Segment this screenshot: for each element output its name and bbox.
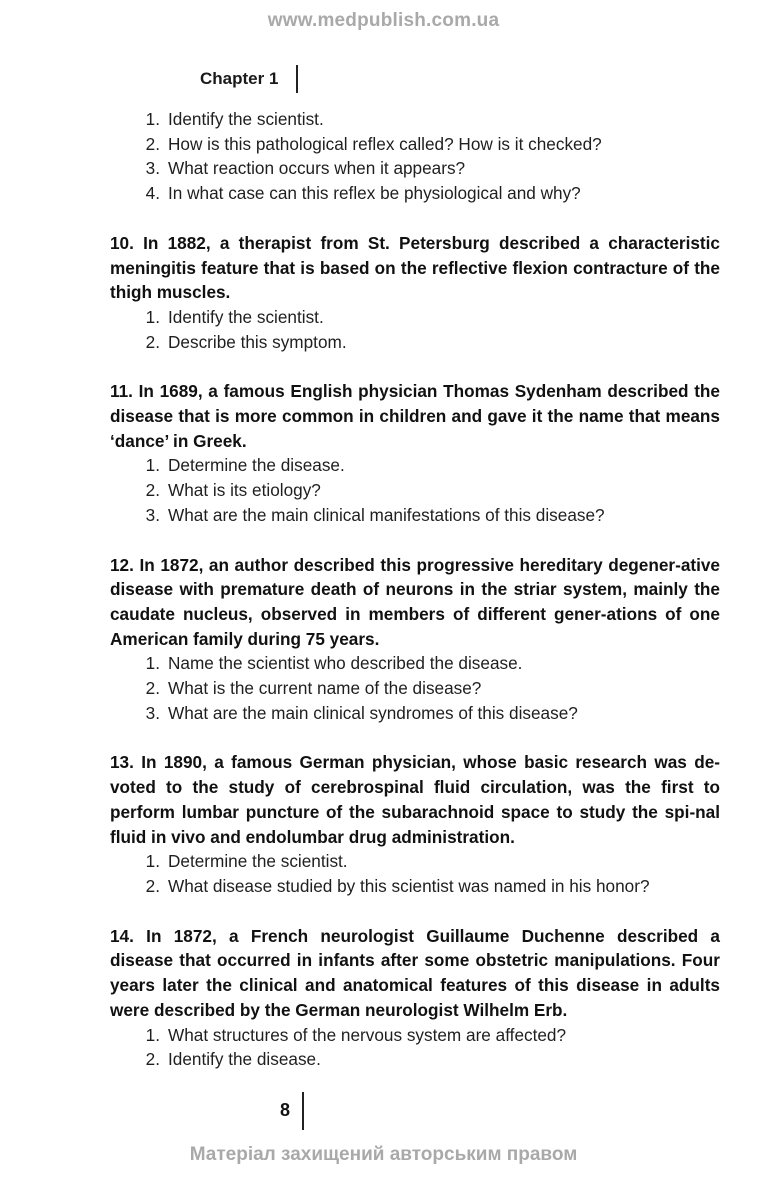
page-number-divider xyxy=(302,1092,304,1130)
question-14-list xyxy=(110,1023,720,1072)
list-item xyxy=(110,1047,720,1072)
question-10-list xyxy=(110,305,720,354)
chapter-label: Chapter 1 xyxy=(200,69,279,88)
copyright-notice: Матеріал захищений авторським правом xyxy=(189,1144,578,1165)
list-item xyxy=(110,503,720,528)
item-number: 2. xyxy=(145,875,160,896)
chapter-divider xyxy=(296,65,298,93)
item-text: Describe this symptom. xyxy=(168,331,347,352)
list-item xyxy=(110,330,720,355)
item-number: 1. xyxy=(145,306,160,327)
item-number: 3. xyxy=(145,702,160,723)
question-11-list xyxy=(110,453,720,527)
item-number: 1. xyxy=(145,851,160,872)
item-number: 2. xyxy=(145,1049,160,1070)
chapter-heading xyxy=(200,64,298,94)
item-text: Determine the disease. xyxy=(168,455,345,476)
list-item xyxy=(110,849,720,874)
question-10: 10. In 1882, a therapist from St. Petersburg described a characteristic meningitis feature that is based on the reflective flexion contracture of the thigh muscles. xyxy=(110,232,720,303)
item-text: Identify the scientist. xyxy=(168,109,324,129)
list-item xyxy=(110,478,720,503)
item-number: 1. xyxy=(145,653,160,674)
item-number: 3. xyxy=(145,504,160,525)
item-text: What is the current name of the disease? xyxy=(168,678,482,699)
item-number: 4. xyxy=(145,183,160,204)
intro-list xyxy=(110,107,720,206)
site-header: www.medpublish.com.ua xyxy=(267,10,500,31)
list-item xyxy=(110,676,720,701)
item-number: 1. xyxy=(145,455,160,476)
list-item xyxy=(110,453,720,478)
item-text: In what case can this reflex be physiological and why? xyxy=(168,183,581,204)
item-text: What reaction occurs when it appears? xyxy=(168,158,466,179)
question-13-list xyxy=(110,849,720,898)
item-number: 3. xyxy=(145,158,160,179)
question-12-list xyxy=(110,651,720,725)
item-text: What is its etiology? xyxy=(168,480,321,501)
item-text: Determine the scientist. xyxy=(168,851,348,872)
item-text: How is this pathological reflex called? How is it checked? xyxy=(168,133,602,154)
item-text: What are the main clinical manifestations of this disease? xyxy=(168,504,605,525)
item-number: 2. xyxy=(145,331,160,352)
question-11: 11. In 1689, a famous English physician Thomas Sydenham described the disease that is more common in children and gave it the name that means ‘dance’ in Greek. xyxy=(110,381,720,451)
item-text: What disease studied by this scientist was named in his honor? xyxy=(168,875,650,896)
question-12: 12. In 1872, an author described this progressive hereditary degener-ative disease with premature death of neurons in the striar system, mainly the caudate nucleus, observed in members of different gener-ations of one American family during 75 years. xyxy=(110,554,720,649)
list-item xyxy=(110,107,720,132)
item-text: What structures of the nervous system are affected? xyxy=(168,1024,567,1045)
page-number: 8 xyxy=(279,1100,290,1120)
list-item xyxy=(110,305,720,330)
item-text: Identify the scientist. xyxy=(168,306,324,327)
list-item xyxy=(110,874,720,899)
list-item xyxy=(110,1023,720,1048)
page-content xyxy=(110,107,720,1072)
item-text: Name the scientist who described the disease. xyxy=(168,653,523,674)
list-item xyxy=(110,132,720,157)
question-13: 13. In 1890, a famous German physician, whose basic research was de-voted to the study of cerebrospinal fluid circulation, was the first to perform lumbar puncture of the subarachnoid space to study the spi-nal fluid in vivo and endolumbar drug administration. xyxy=(110,752,720,847)
item-number: 1. xyxy=(145,1024,160,1045)
list-item xyxy=(110,181,720,206)
list-item xyxy=(110,701,720,726)
page-footer xyxy=(0,1092,767,1132)
item-text: What are the main clinical syndromes of this disease? xyxy=(168,702,578,723)
item-number: 2. xyxy=(145,480,160,501)
question-14: 14. In 1872, a French neurologist Guillaume Duchenne described a disease that occurred in infants after some obstetric manipulations. Four years later the clinical and anatomical features of this disease in adults were described by the German neurologist Wilhelm Erb. xyxy=(110,925,720,1020)
item-number: 1. xyxy=(145,109,160,129)
item-text: Identify the disease. xyxy=(168,1049,321,1070)
list-item xyxy=(110,651,720,676)
item-number: 2. xyxy=(145,678,160,699)
list-item xyxy=(110,156,720,181)
item-number: 2. xyxy=(145,133,160,154)
